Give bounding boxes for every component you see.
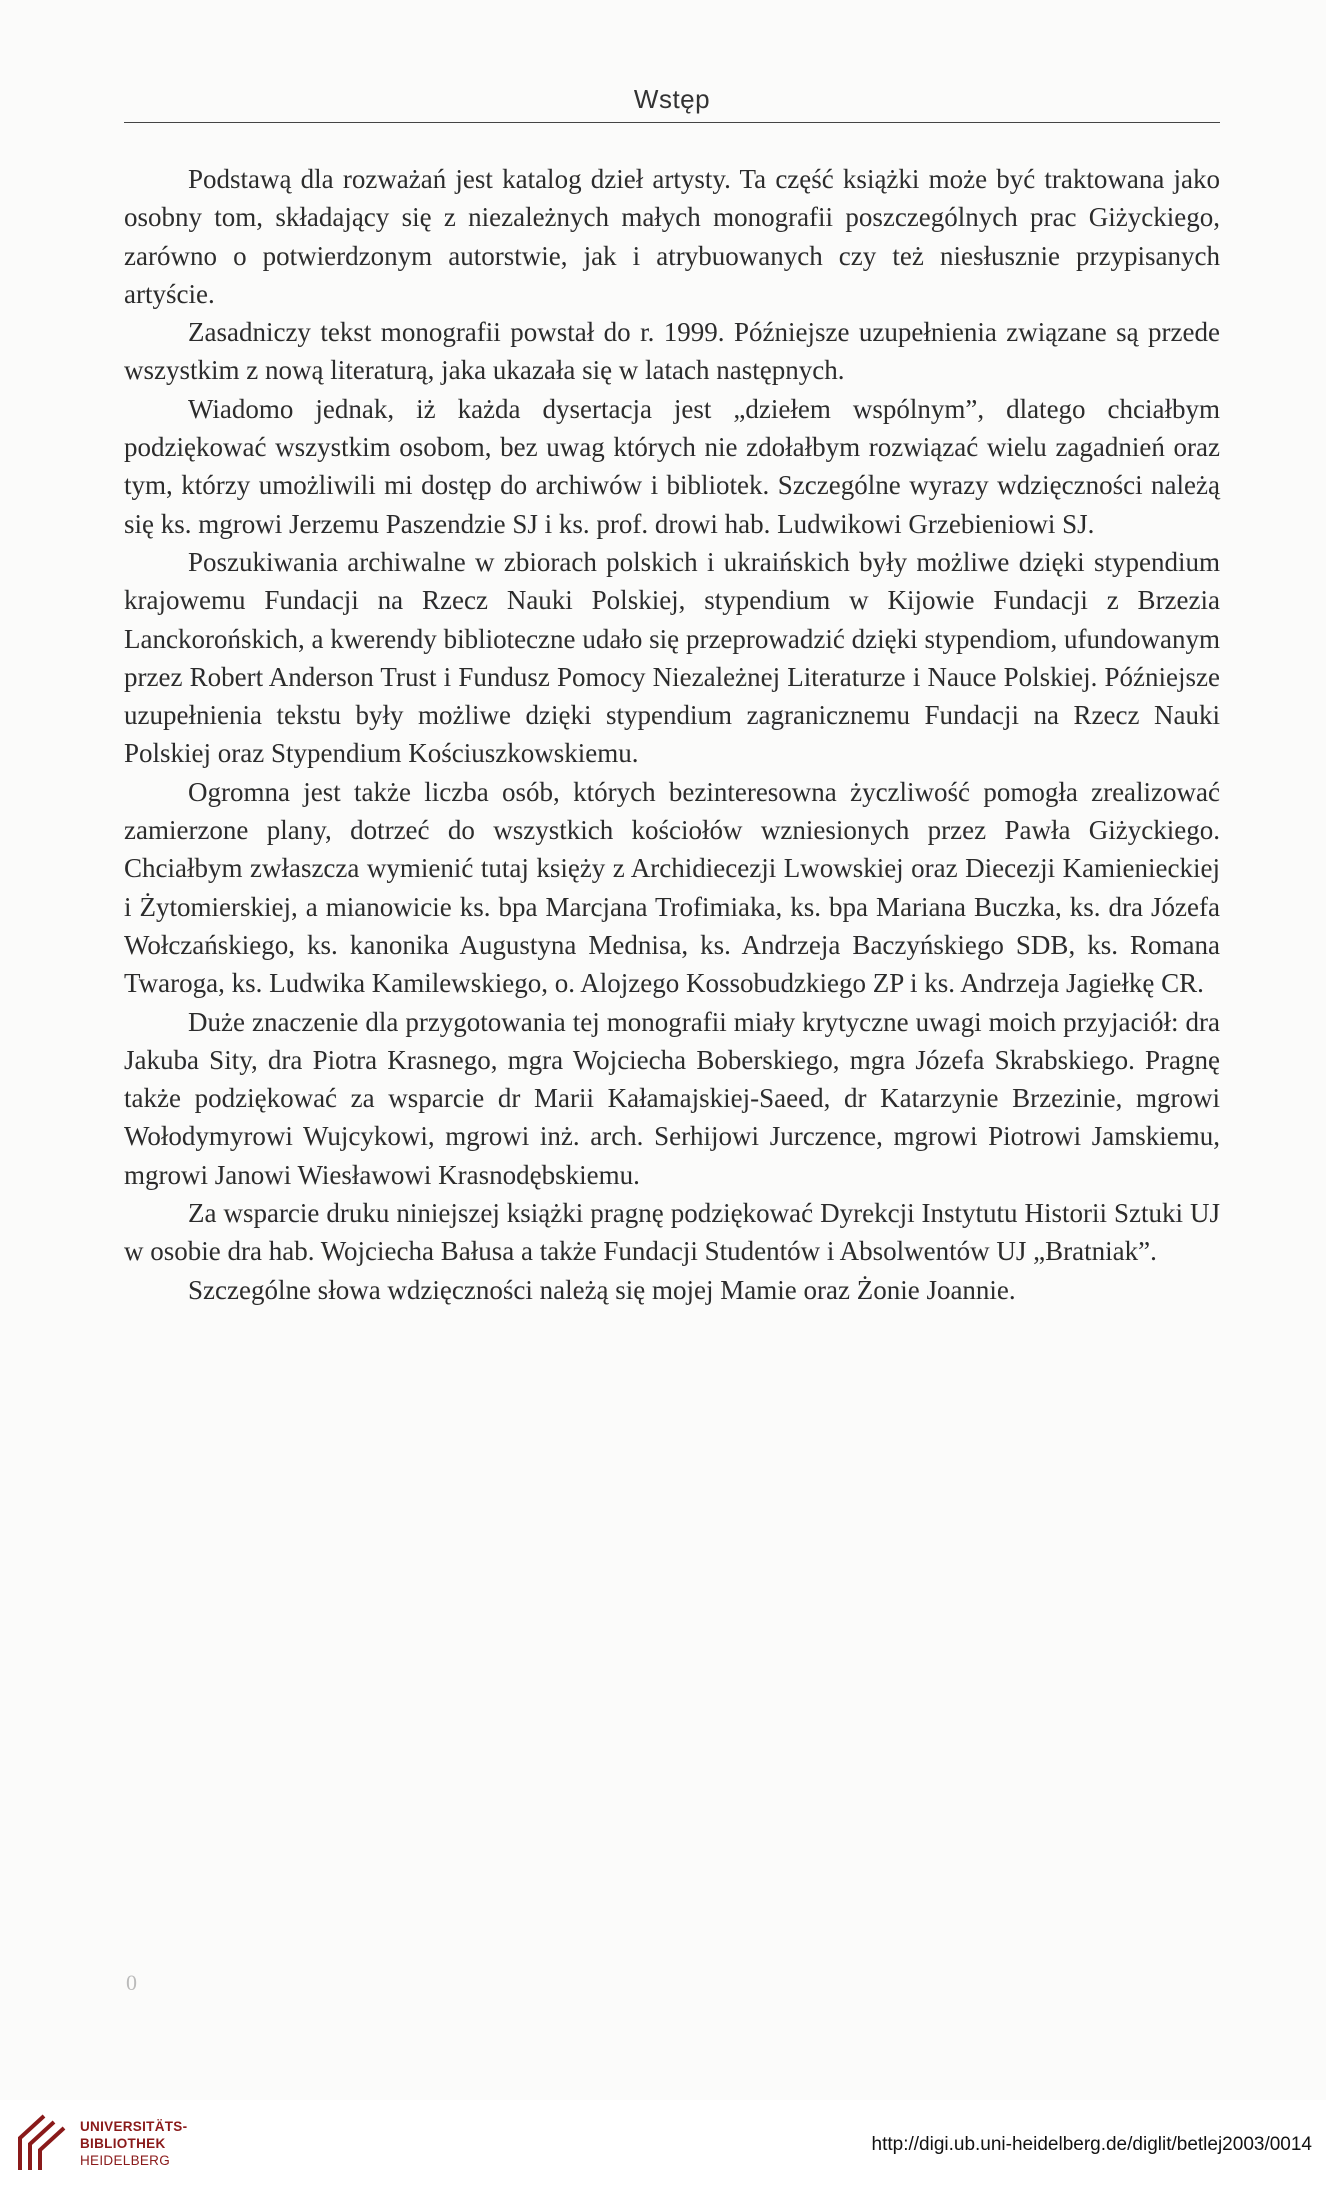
paragraph: Za wsparcie druku niniejszej książki pragnę podziękować Dyrekcji Instytutu Historii Sztuki UJ w osobie dra hab. Wojciecha Bałusa a także Fundacji Studentów i Absolwentów UJ „Bratniak”. bbox=[124, 1198, 1220, 1267]
paragraph: Wiadomo jednak, iż każda dysertacja jest „dziełem wspólnym”, dlatego chciałbym podziękować wszystkim osobom, bez uwag których nie zdołałbym rozwiązać wielu zagadnień oraz tym, którzy umożliwili mi dostęp do archiwów i bibliotek. Szczególne wyrazy wdzięczności należą się ks. mgrowi Jerzemu Paszendzie SJ i ks. prof. drowi hab. Ludwikowi Grzebieniowi SJ. bbox=[124, 393, 1220, 539]
paragraph: Podstawą dla rozważań jest katalog dzieł artysty. Ta część książki może być traktowana jako osobny tom, składający się z niezależnych małych monografii poszczególnych prac Giżyckiego, zarówno o potwierdzonym autorstwie, jak i atrybuowanych czy też niesłusznie przypisanych artyście. bbox=[124, 164, 1220, 309]
header-rule bbox=[124, 122, 1220, 123]
body-text bbox=[124, 160, 1220, 1309]
library-name-line: UNIVERSITÄTS- bbox=[80, 2119, 188, 2134]
page-folio: 0 bbox=[126, 1970, 137, 1995]
paragraph: Poszukiwania archiwalne w zbiorach polskich i ukraińskich były możliwe dzięki stypendium krajowemu Fundacji na Rzecz Nauki Polskiej, stypendium w Kijowie Fundacji z Brzezia Lanckorońskich, a kwerendy biblioteczne udało się przeprowadzić dzięki stypendiom, ufundowanym przez Robert Anderson Trust i Fundusz Pomocy Niezależnej Literaturze i Nauce Polskiej. Późniejsze uzupełnienia tekstu były możliwe dzięki stypendium zagranicznemu Fundacji na Rzecz Nauki Polskiej oraz Stypendium Kościuszkowskiemu. bbox=[124, 546, 1220, 769]
library-name-line: HEIDELBERG bbox=[80, 2153, 171, 2168]
paragraph: Ogromna jest także liczba osób, których bezinteresowna życzliwość pomogła zrealizować zamierzone plany, dotrzeć do wszystkich kościołów wzniesionych przez Pawła Giżyckiego. Chciałbym zwłaszcza wymienić tutaj księży z Archidiecezji Lwowskiej oraz Diecezji Kamienieckiej i Żytomierskiej, a mianowicie ks. bpa Marcjana Trofimiaka, ks. bpa Mariana Buczka, ks. dra Józefa Wołczańskiego, ks. kanonika Augustyna Mednisa, ks. Andrzeja Baczyńskiego SDB, ks. Romana Twaroga, ks. Ludwika Kamilewskiego, o. Alojzego Kossobudzkiego ZP i ks. Andrzeja Jagiełkę CR. bbox=[124, 776, 1220, 999]
running-head: Wstęp bbox=[633, 84, 711, 114]
source-url-link[interactable]: http://digi.ub.uni-heidelberg.de/diglit/betlej2003/0014 bbox=[871, 2134, 1312, 2155]
paragraph: Zasadniczy tekst monografii powstał do r. 1999. Późniejsze uzupełnienia związane są przede wszystkim z nową literaturą, jaka ukazała się w latach następnych. bbox=[124, 317, 1220, 386]
paragraph: Duże znaczenie dla przygotowania tej monografii miały krytyczne uwagi moich przyjaciół: dra Jakuba Sity, dra Piotra Krasnego, mgra Wojciecha Boberskiego, mgra Józefa Skrabskiego. Pragnę także podziękować za wsparcie dr Marii Kałamajskiej-Saeed, dr Katarzynie Brzezinie, mgrowi Wołodymyrowi Wujcykowi, mgrowi inż. arch. Serhijowi Jurczence, mgrowi Piotrowi Jamskiemu, mgrowi Janowi Wiesławowi Krasnodębskiemu. bbox=[124, 1006, 1220, 1190]
library-name-line: BIBLIOTHEK bbox=[80, 2136, 166, 2151]
library-logo-icon bbox=[14, 2112, 70, 2174]
paragraph: Szczególne słowa wdzięczności należą się mojej Mamie oraz Żonie Joannie. bbox=[188, 1274, 1016, 1305]
digitization-footer bbox=[0, 2100, 1326, 2189]
library-name bbox=[80, 2118, 187, 2169]
